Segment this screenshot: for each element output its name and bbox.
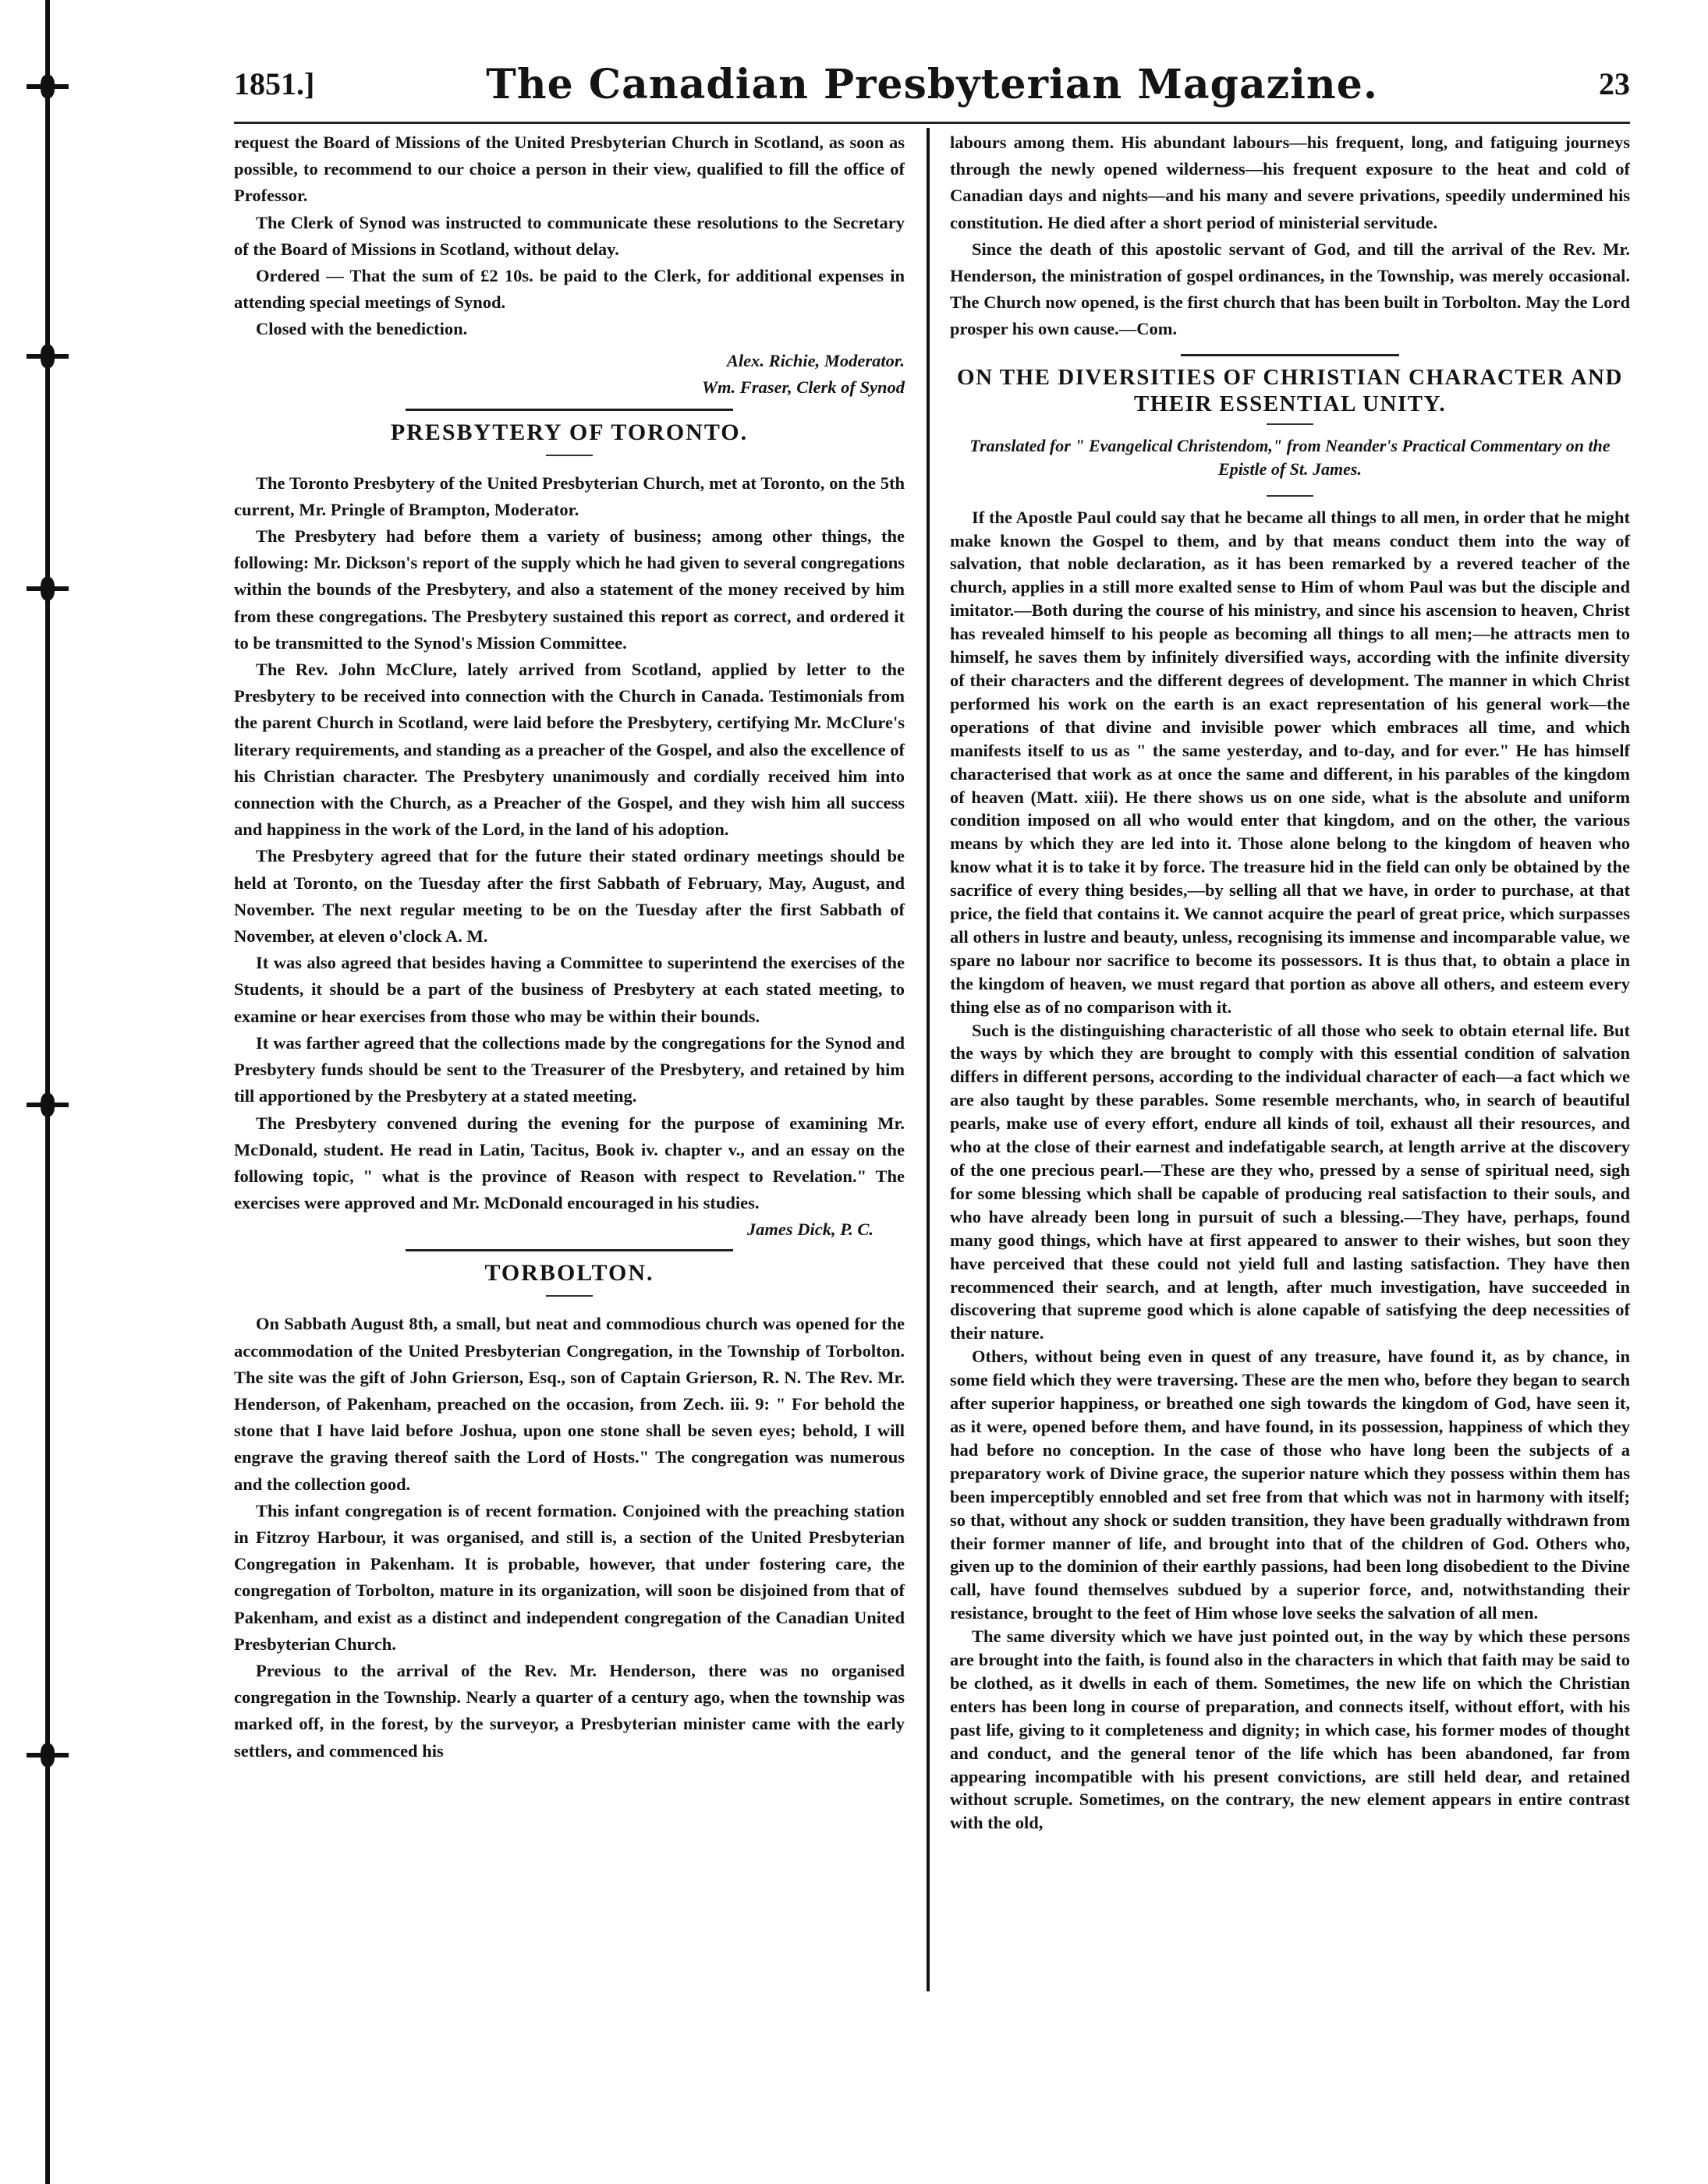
paragraph: The Toronto Presbytery of the United Presbyterian Church, met at Toronto, on the 5th current, Mr. Pringle of Brampton, Moderator. — [234, 473, 905, 519]
binding-mark — [27, 1753, 69, 1757]
article-subtitle: Translated for " Evangelical Christendom," from Neander's Practical Commentary on the Epistle of St. James. — [969, 435, 1611, 479]
signature-moderator: Alex. Richie, Moderator. — [726, 350, 905, 370]
left-column — [234, 129, 905, 1765]
column-divider — [927, 128, 930, 1991]
title-rule — [1267, 423, 1313, 425]
paragraph: If the Apostle Paul could say that he became all things to all men, in order that he might make known the Gospel to them, and by that means conduct them into the way of salvation, that noble declaration, as it has been remarked by a revered teacher of the church, applies in a still more exalted sense to Him of whom Paul was but the disciple and imitator.—Both during the course of his ministry, and since his ascension to heaven, Christ has revealed himself to his people as becoming all things to all men;—he attracts men to himself, he saves them by infinitely diversified ways, according with the infinite diversity of their characters and the different degrees of development. The manner in which Christ performed his work on the earth is an exact representation of his general work—the operations of that divine and invisible power which embraces all time, and which manifests itself to us as " the same yesterday, and to-day, and for ever." He has himself characterised that work as at once the same and different, in his parables of the kingdom of heaven (Matt. xiii). He there shows us on one side, what is the absolute and uniform condition imposed on all who would enter that kingdom, and on the other, the various means by which they are led into it. Those alone belong to the kingdom of heaven who know what it is to take it by force. The treasure hid in the field can only be obtained by the sacrifice of every thing besides,—by selling all that we have, in order to purchase, at that price, the field that contains it. We cannot acquire the pearl of great price, which surpasses all others in lustre and beauty, unless, recognising its immense and incomparable value, we spare no labour nor sacrifice to become its possessors. It is thus that, to obtain a place in the kingdom of heaven, we must regard that portion as above all others, and esteem every thing else as of no comparison with it. — [950, 507, 1630, 1017]
section-rule — [406, 409, 733, 411]
paragraph: labours among them. His abundant labours—his frequent, long, and fatiguing journeys through the newly opened wilderness—his frequent exposure to the heat and cold of Canadian days and nights—and his many and severe privations, speedily undermined his constitution. He died after a short period of ministerial servitude. — [950, 133, 1630, 232]
binding-mark — [27, 586, 69, 591]
paragraph: Others, without being even in quest of any treasure, have found it, as by chance, in some field which they were traversing. These are the men who, before they began to search after superior happiness, or breathed one sigh towards the kingdom of God, have seen it, as it were, opened before them, and have found, in its possession, happiness of which they had before no conception. In the case of those who have long been the subjects of a preparatory work of Divine grace, the superior nature which they possess within them has been imperceptibly ennobled and set free from that which was not in harmony with itself; so that, without any shock or sudden transition, they have been gradually withdrawn from their former manner of life, and brought into that of the children of God. Others who, given up to the dominion of their earthly passions, had been long disobedient to the Divine call, have found themselves subdued by a superior force, and, notwithstanding their resistance, brought to the feet of Him whose love seeks the salvation of all men. — [950, 1347, 1630, 1623]
paragraph: The Presbytery convened during the evening for the purpose of examining Mr. McDonald, student. He read in Latin, Tacitus, Book iv. chapter v., and an essay on the following topic, " what is the province of Reason with respect to Revelation." The exercises were approved and Mr. McDonald encouraged in his studies. — [234, 1113, 905, 1213]
magazine-title: The Canadian Presbyterian Magazine. — [486, 61, 1378, 108]
paragraph: The same diversity which we have just pointed out, in the way by which these persons are brought into the faith, is found also in the characters in which that faith may be said to be clothed, as it dwells in each of them. Sometimes, the new life on which the Christian enters has been long in course of preparation, and connects itself, without effort, with his past life, giving to it completeness and dignity; in which case, his former modes of thought and conduct, and the general tenor of the life which has been abandoned, far from appearing incompatible with his present convictions, are still held dear, and retained without scruple. Sometimes, on the contrary, the new element appears in entire contrast with the old, — [950, 1626, 1630, 1833]
paragraph: Ordered — That the sum of £2 10s. be paid to the Clerk, for additional expenses in attending special meetings of Synod. — [234, 266, 905, 313]
section-title-torbolton: TORBOLTON. — [484, 1260, 654, 1287]
signature-clerk: Wm. Fraser, Clerk of Synod — [701, 377, 905, 397]
header-rule — [234, 122, 1630, 124]
binding-mark — [27, 1103, 69, 1107]
paragraph: Closed with the benediction. — [256, 319, 468, 339]
paragraph: The Rev. John McClure, lately arrived from Scotland, applied by letter to the Presbytery to be received into connection with the Church in Canada. Testimonials from the parent Church in Scotland, were laid before the Presbytery, certifying Mr. McClure's literary requirements, and standing as a preacher of the Gospel, and also the excellence of his Christian character. The Presbytery unanimously and cordially received him into connection with the Church, as a Preacher of the Gospel, and they wish him all success and happiness in the work of the Lord, in the land of his adoption. — [234, 660, 905, 840]
paragraph: Since the death of this apostolic servant of God, and till the arrival of the Rev. Mr. Henderson, the ministration of gospel ordinances, in the Township, was merely occasional. The Church now opened, is the first church that has been built in Torbolton. May the Lord prosper his own cause.—Com. — [950, 239, 1630, 339]
title-rule — [546, 455, 593, 456]
paragraph: The Presbytery agreed that for the future their stated ordinary meetings should be held at Toronto, on the Tuesday after the first Sabbath of February, May, August, and November. The next regular meeting to be on the Tuesday after the first Sabbath of November, at eleven o'clock A. M. — [234, 846, 905, 947]
section-rule — [1181, 354, 1399, 356]
title-rule — [1267, 495, 1313, 497]
paragraph: On Sabbath August 8th, a small, but neat and commodious church was opened for the accommodation of the United Presbyterian Congregation, in the Township of Torbolton. The site was the gift of John Grierson, Esq., son of Captain Grierson, R. N. The Rev. Mr. Henderson, of Pakenham, preached on the occasion, from Zech. iii. 9: " For behold the stone that I have laid before Joshua, upon one stone shall be seven eyes; behold, I will engrave the graving thereof saith the Lord of Hosts." The congregation was numerous and the collection good. — [234, 1314, 905, 1494]
paragraph: Previous to the arrival of the Rev. Mr. Henderson, there was no organised congregation in the Township. Nearly a quarter of a century ago, when the township was marked off, in the forest, by the surveyor, a Presbyterian minister came with the early settlers, and commenced his — [234, 1660, 905, 1761]
binding-mark — [27, 84, 69, 89]
paragraph: Such is the distinguishing characteristic of all those who seek to obtain eternal life. But the ways by which they are brought to comply with this essential condition of salvation differs in different persons, according to the individual character of each—a fact which we are also taught by these parables. Some resemble merchants, who, in search of beautiful pearls, make use of every effort, endure all kinds of toil, exhaust all their resources, and who at the close of their earnest and indefatigable search, at length arrive at the discovery of the one precious pearl.—These are they who, pressed by a sense of spiritual need, sigh for some blessing which shall be capable of producing real satisfaction to their souls, and who have already been long in pursuit of such a blessing.—They have, perhaps, found many good things, which have at first appeared to answer to their wishes, but soon they have perceived that these could not yield full and lasting satisfaction. They have then recommenced their search, and at length, after much investigation, have succeeded in discovering that supreme good which is alone capable of satisfying the deep necessities of their nature. — [950, 1020, 1630, 1343]
title-rule — [546, 1295, 593, 1297]
paragraph: The Presbytery had before them a variety of business; among other things, the following: Mr. Dickson's report of the supply which he had given to several congregations within the bounds of the Presbytery, and also a statement of the money received by him from these congregations. The Presbytery sustained this report as correct, and ordered it to be transmitted to the Synod's Mission Committee. — [234, 526, 905, 653]
article-title: ON THE DIVERSITIES OF CHRISTIAN CHARACTER AND THEIR ESSENTIAL UNITY. — [957, 364, 1623, 416]
right-column — [950, 129, 1630, 1835]
paragraph: It was also agreed that besides having a Committee to superintend the exercises of the Students, it should be a part of the business of Presbytery at each stated meeting, to examine or hear exercises from those who may be within their bounds. — [234, 953, 905, 1026]
paragraph: The Clerk of Synod was instructed to communicate these resolutions to the Secretary of the Board of Missions in Scotland, without delay. — [234, 212, 905, 259]
page-number: 23 — [1599, 66, 1630, 101]
signature-clerk-presbytery: James Dick, P. C. — [746, 1219, 873, 1240]
section-title-presbytery: PRESBYTERY OF TORONTO. — [390, 419, 749, 445]
paragraph: It was farther agreed that the collections made by the congregations for the Synod and Presbytery funds should be sent to the Treasurer of the Presbytery, and retained by him till apportioned by the Presbytery at a stated meeting. — [234, 1032, 905, 1106]
binding-mark — [27, 354, 69, 359]
paragraph: This infant congregation is of recent formation. Conjoined with the preaching station in Fitzroy Harbour, it was organised, and still is, a section of the United Presbyterian Congregation in Pakenham. It is probable, however, that under fostering care, the congregation of Torbolton, mature in its organization, will soon be disjoined from that of Pakenham, and exist as a distinct and independent congregation of the Canadian United Presbyterian Church. — [234, 1500, 905, 1654]
page-header — [234, 61, 1630, 123]
binding-edge-line — [45, 0, 50, 2184]
paragraph: request the Board of Missions of the United Presbyterian Church in Scotland, as soon as possible, to recommend to our choice a person in their view, qualified to fill the office of Professor. — [234, 133, 905, 206]
section-rule — [406, 1249, 733, 1251]
header-year: 1851.] — [234, 66, 315, 101]
